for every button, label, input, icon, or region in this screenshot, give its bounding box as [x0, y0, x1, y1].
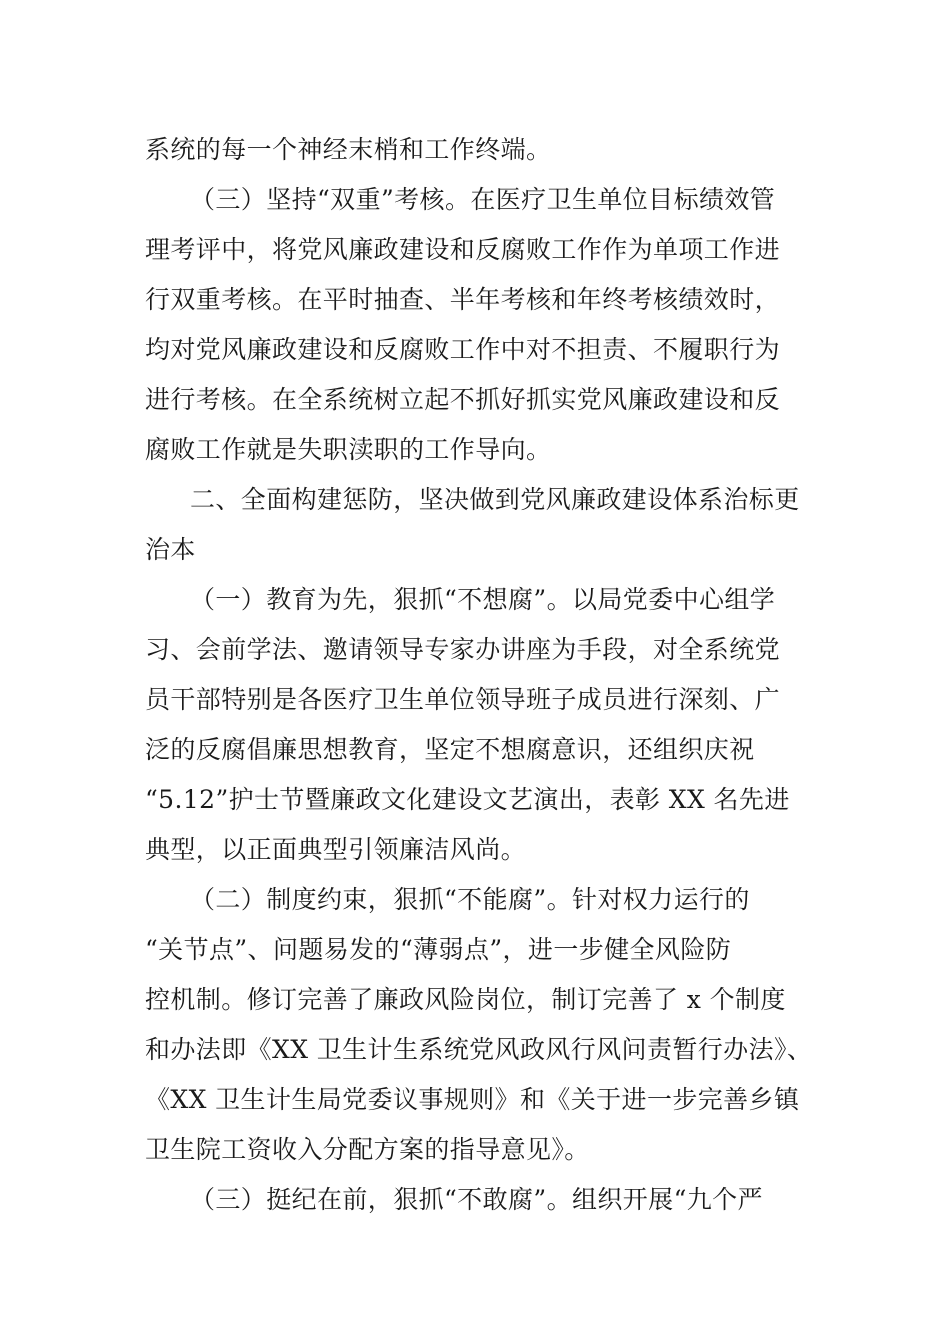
text-line: 员干部特别是各医疗卫生单位领导班子成员进行深刻、广: [145, 685, 781, 714]
text-line: 《XX 卫生计生局党委议事规则》和《关于进一步完善乡镇: [145, 1085, 800, 1114]
text-line: （三）坚持“双重”考核。在医疗卫生单位目标绩效管: [190, 185, 776, 214]
text-line: 行双重考核。在平时抽查、半年考核和年终考核绩效时，: [145, 285, 781, 314]
text-line: “5.12”护士节暨廉政文化建设文艺演出，表彰 XX 名先进: [145, 785, 790, 814]
text-line: 腐败工作就是失职渎职的工作导向。: [145, 435, 552, 464]
text-line: （一）教育为先，狠抓“不想腐”。以局党委中心组学: [190, 585, 776, 614]
text-line: 和办法即《XX 卫生计生系统党风政风行风问责暂行办法》、: [145, 1035, 813, 1064]
text-line: “关节点”、问题易发的“薄弱点”，进一步健全风险防: [145, 935, 732, 964]
text-line: 卫生院工资收入分配方案的指导意见》。: [145, 1135, 590, 1164]
text-line: 控机制。修订完善了廉政风险岗位，制订完善了 x 个制度: [145, 985, 786, 1014]
text-line: 习、会前学法、邀请领导专家办讲座为手段，对全系统党: [145, 635, 781, 664]
text-line: 系统的每一个神经末梢和工作终端。: [145, 135, 552, 164]
section-heading-continued: 治本: [145, 535, 196, 564]
text-line: 均对党风廉政建设和反腐败工作中对不担责、不履职行为: [145, 335, 781, 364]
section-heading: 二、全面构建惩防，坚决做到党风廉政建设体系治标更: [190, 485, 800, 514]
text-line: 理考评中，将党风廉政建设和反腐败工作作为单项工作进: [145, 235, 781, 264]
text-line: 进行考核。在全系统树立起不抓好抓实党风廉政建设和反: [145, 385, 781, 414]
text-line: （二）制度约束，狠抓“不能腐”。针对权力运行的: [190, 885, 750, 914]
text-line: （三）挺纪在前，狠抓“不敢腐”。组织开展“九个严: [190, 1185, 763, 1214]
text-line: 泛的反腐倡廉思想教育，坚定不想腐意识，还组织庆祝: [145, 735, 755, 764]
text-line: 典型，以正面典型引领廉洁风尚。: [145, 835, 527, 864]
